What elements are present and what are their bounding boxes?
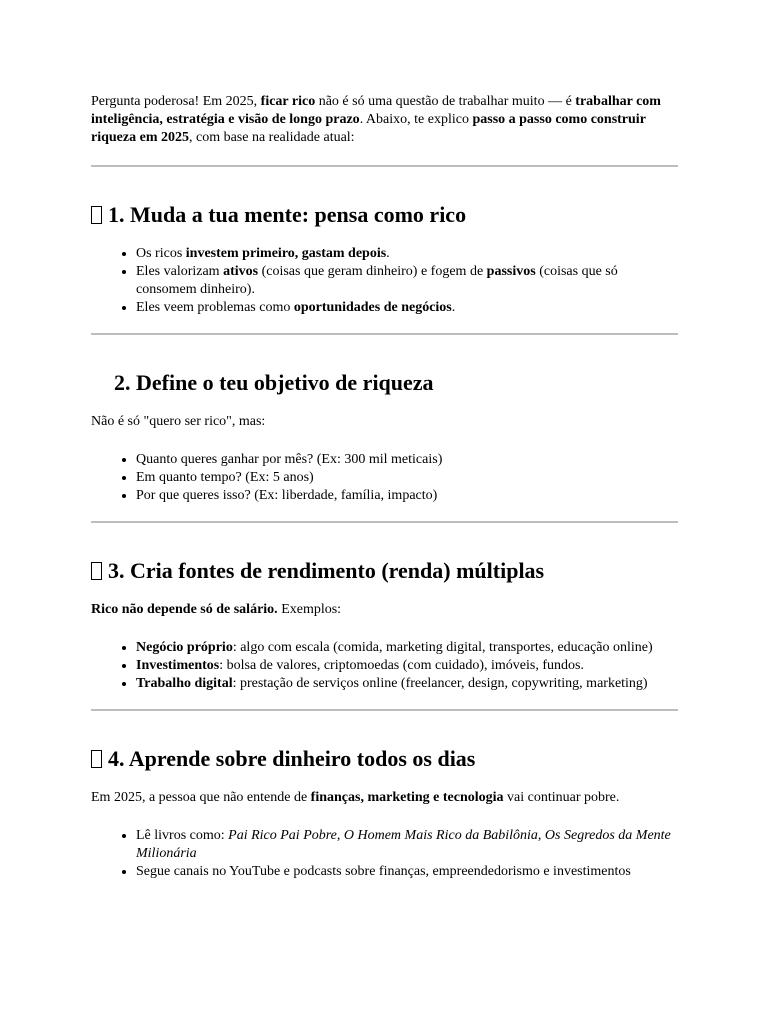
section-3-lead: Rico não depende só de salário. Exemplos: [91,602,342,617]
section-1-heading [91,201,678,229]
intro-text: Pergunta poderosa! Em 2025, [91,94,261,109]
missing-emoji-icon [91,206,102,224]
intro-text: não é só uma questão de trabalhar muito — é [315,94,576,109]
missing-emoji-icon [91,562,102,580]
section-1-list [91,245,678,317]
section-2-list [91,451,678,505]
list-item: • Segue canais no YouTube e podcasts sobre finanças, empreendedorismo e investimentos [136,863,678,881]
section-3-list [91,639,678,693]
missing-emoji-icon [91,750,102,768]
list-item: • Investimentos: bolsa de valores, criptomoedas (com cuidado), imóveis, fundos. [136,657,678,675]
section-2-lead: Não é só "quero ser rico", mas: [91,414,266,429]
section-2-heading [91,369,678,397]
section-4-title: 4. Aprende sobre dinheiro todos os dias [108,746,476,771]
intro-bold: passo a passo como construir riqueza em 2025 [91,112,646,145]
list-item: • Por que queres isso? (Ex: liberdade, família, impacto) [136,487,678,505]
list-item: • Lê livros como: Pai Rico Pai Pobre, O Homem Mais Rico da Babilônia, Os Segredos da Mente Milionária [136,827,678,863]
list-item: • Eles veem problemas como oportunidades de negócios. [136,299,678,317]
section-4-lead: Em 2025, a pessoa que não entende de finanças, marketing e tecnologia vai continuar pobre. [91,790,620,805]
intro-text: , com base na realidade atual: [188,130,355,145]
section-4-list [91,827,678,881]
list-item: • Em quanto tempo? (Ex: 5 anos) [136,469,678,487]
intro-bold: trabalhar com inteligência, estratégia e visão de longo prazo [91,94,661,127]
section-3-title: 3. Cria fontes de rendimento (renda) múltiplas [108,558,545,583]
section-3-heading [91,557,678,585]
document-page [91,93,678,881]
list-item: • Os ricos investem primeiro, gastam depois. [136,245,678,263]
intro-text: . Abaixo, te explico [359,112,473,127]
section-1-title: 1. Muda a tua mente: pensa como rico [108,202,467,227]
list-item: • Quanto queres ganhar por mês? (Ex: 300 mil meticais) [136,451,678,469]
list-item: • Eles valorizam ativos (coisas que geram dinheiro) e fogem de passivos (coisas que só consomem dinheiro). [136,263,678,299]
section-4-heading [91,745,678,773]
intro-paragraph [91,93,678,147]
list-item: • Trabalho digital: prestação de serviços online (freelancer, design, copywriting, marketing) [136,675,678,693]
intro-bold: ficar rico [260,94,316,109]
list-item: • Negócio próprio: algo com escala (comida, marketing digital, transportes, educação online) [136,639,678,657]
section-2-title: 2. Define o teu objetivo de riqueza [114,370,434,395]
